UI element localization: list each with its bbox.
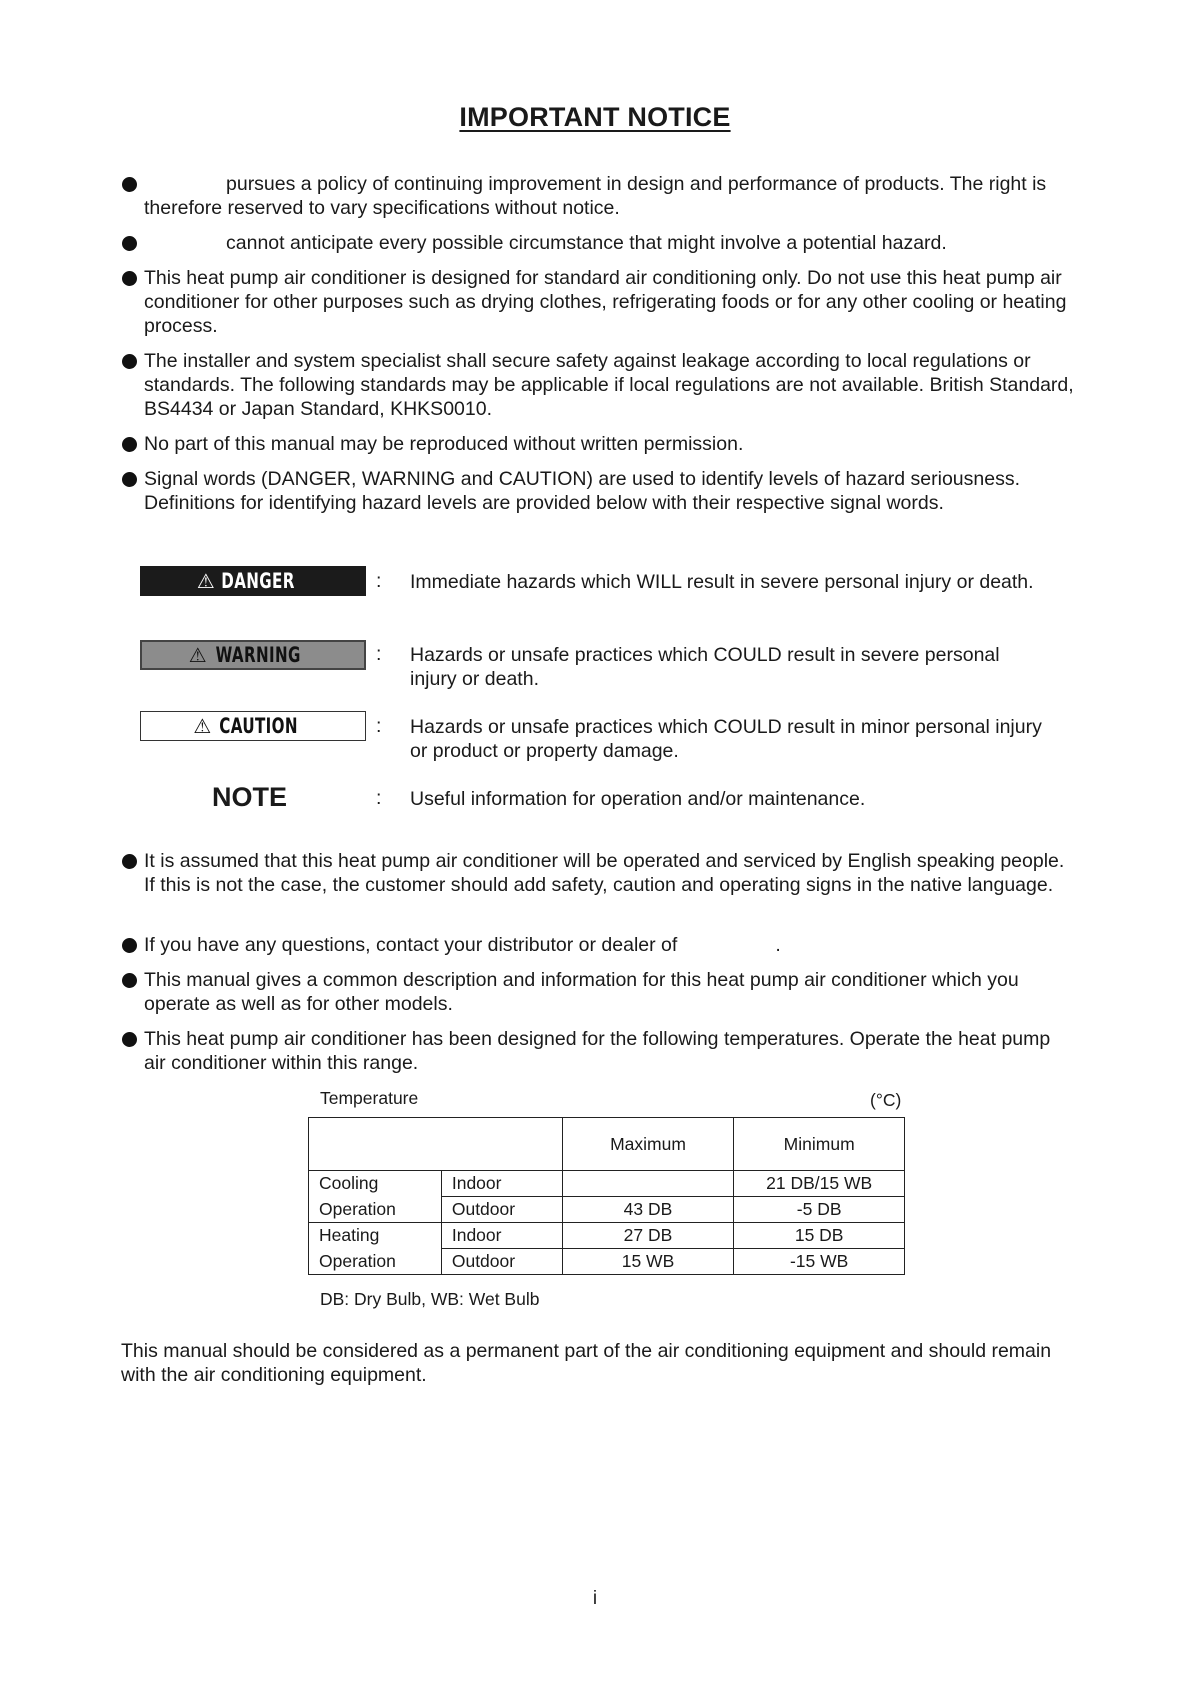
table-cell: 43 DB [562, 1197, 734, 1223]
caution-badge: ⚠ CAUTION [140, 711, 366, 741]
warning-triangle-icon: ⚠ [188, 643, 208, 667]
table-row [309, 1197, 905, 1223]
table-header-row [309, 1118, 905, 1171]
temperature-table [308, 1117, 905, 1275]
bullet-icon [122, 1032, 137, 1047]
notice-bullet-reproduction [122, 432, 1074, 456]
colon: : [376, 570, 382, 592]
bullet-text: cannot anticipate every possible circumstance that might involve a potential hazard. [226, 232, 947, 254]
warning-definition: Hazards or unsafe practices which COULD result in severe personal injury or death. [410, 644, 1000, 690]
table-cell: Outdoor [441, 1197, 562, 1223]
table-cell: Indoor [441, 1223, 562, 1249]
bullet-icon [122, 973, 137, 988]
notice-bullet-signal-words [122, 467, 1074, 515]
notice-bullet-questions [122, 933, 1074, 957]
table-cell: 27 DB [562, 1223, 734, 1249]
table-legend: DB: Dry Bulb, WB: Wet Bulb [320, 1289, 540, 1309]
bullet-text: No part of this manual may be reproduced without written permission. [144, 433, 744, 455]
bullet-text: pursues a policy of continuing improvement in design and performance of products. The right is [226, 173, 1047, 195]
caution-definition: Hazards or unsafe practices which COULD result in minor personal injury or product or property damage. [410, 716, 1042, 762]
bullet-icon [122, 472, 137, 487]
table-row [309, 1249, 905, 1275]
table-row [309, 1223, 905, 1249]
bullet-icon [122, 854, 137, 869]
table-cell: Cooling [309, 1171, 442, 1197]
warning-badge: ⚠ WARNING [140, 640, 366, 670]
page-number: i [592, 1588, 598, 1609]
notice-bullet-purpose [122, 266, 1074, 338]
table-cell: Operation [309, 1197, 442, 1223]
bullet-text: It is assumed that this heat pump air conditioner will be operated and serviced by English speaking people. If this is not the case, the customer should add safety, caution and operating signs in the native language. [144, 850, 1065, 896]
bullet-icon [122, 236, 137, 251]
bullet-text-end: . [775, 934, 781, 956]
table-cell: Heating [309, 1223, 442, 1249]
table-header-cell [309, 1118, 563, 1171]
table-header-cell: Maximum [562, 1118, 734, 1171]
danger-badge: ⚠ DANGER [140, 566, 366, 596]
bullet-text: This heat pump air conditioner has been designed for the following temperatures. Operate the heat pump air conditioner within this range. [144, 1028, 1051, 1074]
warning-triangle-icon: ⚠ [193, 714, 212, 738]
notice-bullet-leakage [122, 349, 1074, 421]
colon: : [376, 787, 382, 809]
table-cell: Operation [309, 1249, 442, 1275]
table-cell: Indoor [441, 1171, 562, 1197]
colon: : [376, 715, 382, 737]
bullet-icon [122, 354, 137, 369]
table-cell [562, 1171, 734, 1197]
page-title: IMPORTANT NOTICE [459, 102, 731, 132]
bullet-text: If you have any questions, contact your distributor or dealer of [144, 934, 678, 956]
table-cell: 21 DB/15 WB [734, 1171, 905, 1197]
bullet-text: Signal words (DANGER, WARNING and CAUTION) are used to identify levels of hazard seriousness. Definitions for identifying hazard levels are provided below with their respective signal words. [144, 468, 1021, 514]
table-unit: (°C) [870, 1090, 902, 1110]
closing-paragraph: This manual should be considered as a permanent part of the air conditioning equipment and should remain with the air conditioning equipment. [121, 1340, 1052, 1386]
table-cell: 15 WB [562, 1249, 734, 1275]
notice-bullet-temperatures [122, 1027, 1074, 1075]
bullet-text: The installer and system specialist shall secure safety against leakage according to local regulations or standards. The following standards may be applicable if local regulations are not available. British Standard, BS4434 or Japan Standard, KHKS0010. [144, 350, 1074, 420]
bullet-icon [122, 437, 137, 452]
table-row [309, 1171, 905, 1197]
notice-bullet-language [122, 849, 1074, 897]
bullet-text: This manual gives a common description and information for this heat pump air conditioner which you operate as well as for other models. [144, 969, 1019, 1015]
warning-triangle-icon: ⚠ [196, 569, 216, 593]
note-label: NOTE [212, 782, 288, 812]
notice-bullet-hazard [122, 231, 1074, 255]
colon: : [376, 643, 382, 665]
table-cell: -15 WB [734, 1249, 905, 1275]
bullet-icon [122, 938, 137, 953]
note-definition: Useful information for operation and/or maintenance. [410, 788, 866, 810]
bullet-icon [122, 177, 137, 192]
notice-bullet-improvement [122, 172, 1074, 220]
table-cell: Outdoor [441, 1249, 562, 1275]
bullet-icon [122, 271, 137, 286]
table-cell: 15 DB [734, 1223, 905, 1249]
table-header-cell: Minimum [734, 1118, 905, 1171]
table-cell: -5 DB [734, 1197, 905, 1223]
bullet-text: This heat pump air conditioner is designed for standard air conditioning only. Do not use this heat pump air conditioner for other purposes such as drying clothes, refrigerating foods or for any other cooling or heating process. [144, 267, 1067, 337]
bullet-text: therefore reserved to vary specifications without notice. [144, 197, 620, 219]
danger-definition: Immediate hazards which WILL result in severe personal injury or death. [410, 571, 1034, 593]
table-caption: Temperature [320, 1088, 419, 1108]
notice-bullet-description [122, 968, 1074, 1016]
